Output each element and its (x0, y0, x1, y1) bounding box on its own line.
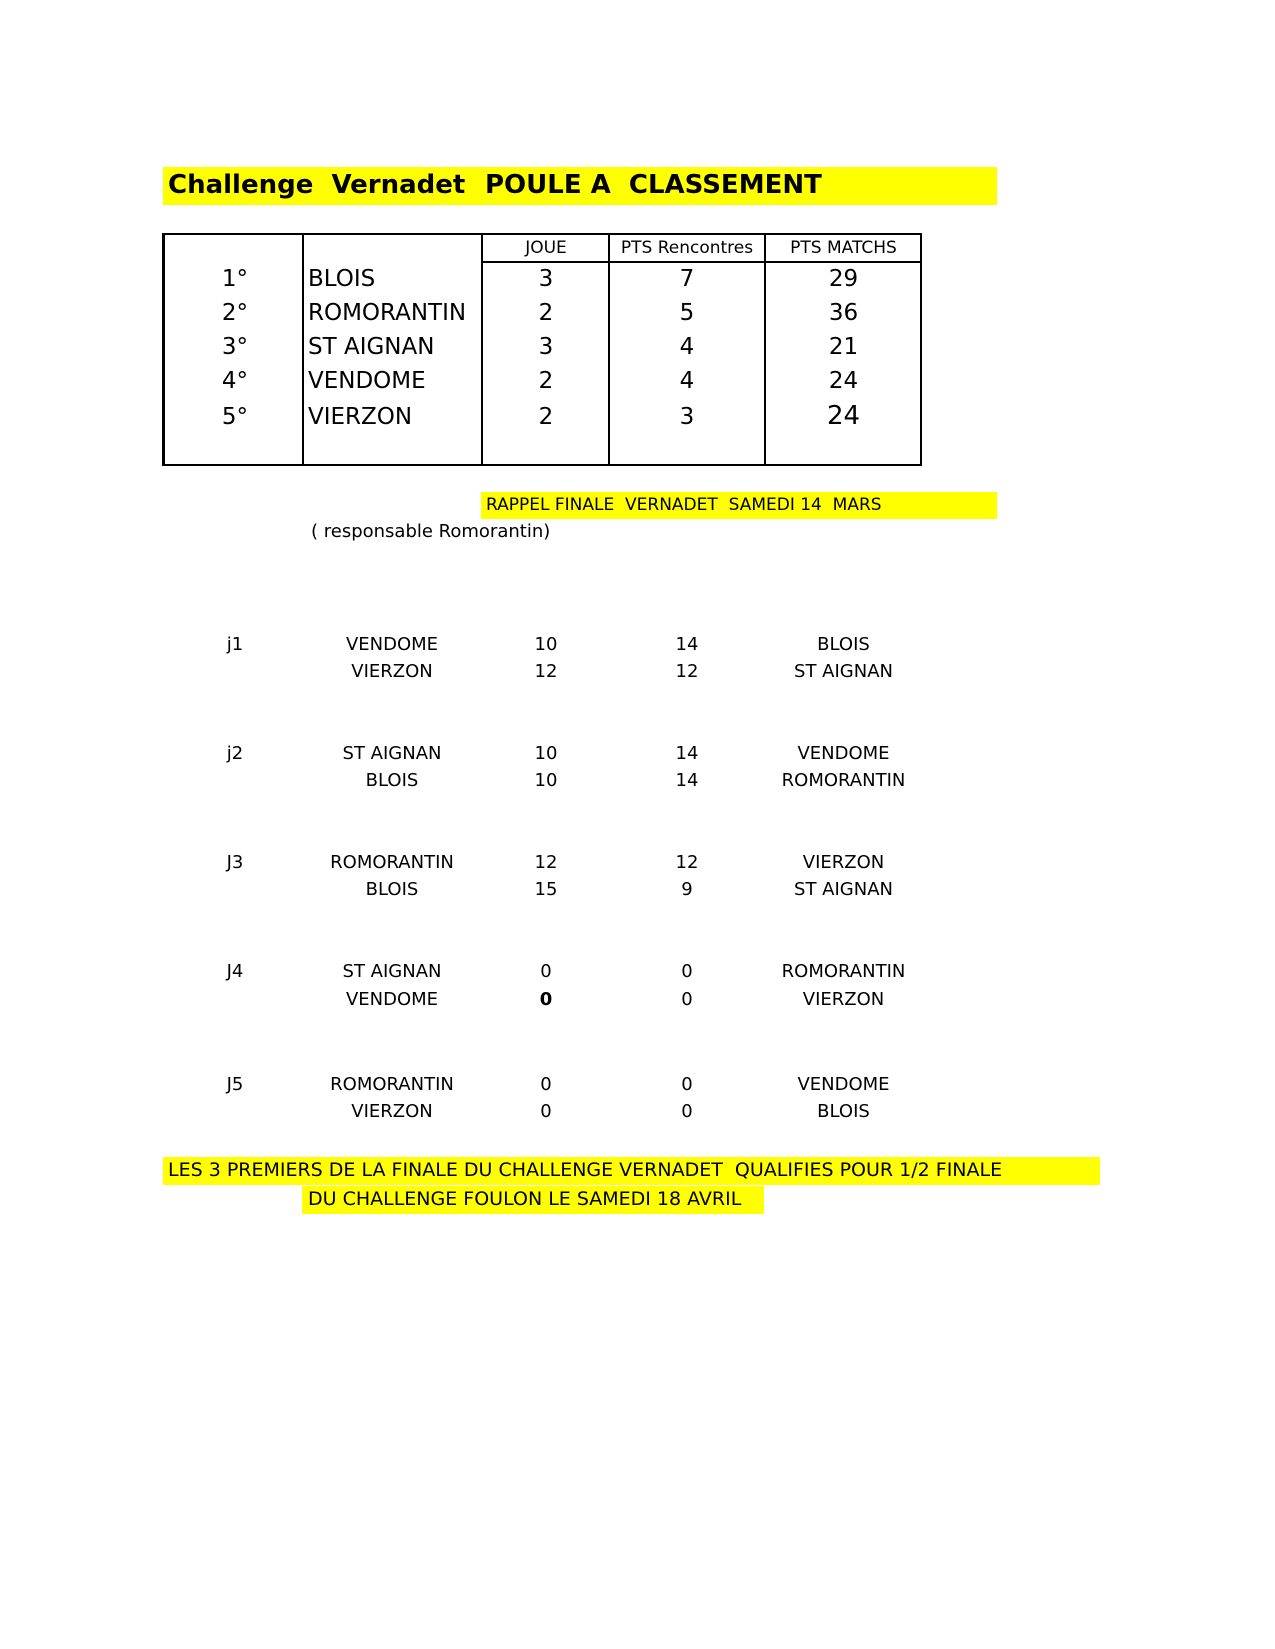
matchday-label: J5 (226, 1074, 244, 1095)
match-home-score: 0 (539, 989, 553, 1010)
page-subtitle: POULE A CLASSEMENT (485, 170, 822, 200)
match-away-score: 12 (675, 852, 699, 873)
standing-team: ST AIGNAN (308, 334, 435, 360)
standing-team: VENDOME (308, 368, 426, 394)
match-home-team: BLOIS (365, 879, 419, 900)
match-home-score: 0 (540, 1101, 552, 1122)
standing-played: 2 (538, 368, 554, 394)
match-away-score: 0 (681, 1074, 693, 1095)
standing-rank: 2° (221, 300, 249, 326)
match-home-team: VENDOME (345, 634, 439, 655)
standing-rank: 3° (221, 334, 249, 360)
match-home-score: 15 (534, 879, 558, 900)
standing-pts-rencontres: 5 (679, 300, 695, 326)
match-home-score: 10 (534, 770, 558, 791)
column-header-pts-matchs: PTS MATCHS (790, 238, 897, 258)
match-away-score: 12 (675, 661, 699, 682)
standing-pts-matchs: 36 (828, 300, 859, 326)
standing-pts-matchs: 21 (828, 334, 859, 360)
match-home-team: ST AIGNAN (342, 961, 442, 982)
match-home-score: 10 (534, 743, 558, 764)
standing-played: 2 (538, 404, 554, 430)
match-away-score: 14 (675, 634, 699, 655)
standing-rank: 1° (221, 266, 249, 292)
standing-rank: 5° (221, 404, 249, 430)
match-away-score: 14 (675, 743, 699, 764)
standing-pts-matchs: 24 (828, 368, 859, 394)
matchday-label: j2 (226, 743, 244, 764)
match-home-team: BLOIS (365, 770, 419, 791)
matchday-label: j1 (226, 634, 244, 655)
match-home-team: VIERZON (351, 1101, 433, 1122)
match-away-team: VENDOME (797, 1074, 890, 1095)
match-away-score: 0 (681, 989, 693, 1010)
match-away-team: ROMORANTIN (781, 961, 906, 982)
standing-pts-rencontres: 4 (679, 334, 695, 360)
match-away-team: BLOIS (817, 634, 870, 655)
match-away-team: ST AIGNAN (794, 879, 893, 900)
match-away-team: VENDOME (797, 743, 890, 764)
match-home-score: 12 (534, 852, 558, 873)
match-away-team: BLOIS (817, 1101, 870, 1122)
standing-played: 3 (538, 266, 554, 292)
page-title: Challenge Vernadet (168, 170, 466, 200)
match-home-team: ST AIGNAN (342, 743, 442, 764)
match-away-score: 9 (681, 879, 693, 900)
match-home-team: ROMORANTIN (330, 852, 454, 873)
standing-pts-matchs: 29 (828, 266, 859, 292)
match-away-team: VIERZON (802, 989, 885, 1010)
match-home-score: 0 (540, 1074, 552, 1095)
match-away-score: 0 (681, 1101, 693, 1122)
standing-pts-matchs: 24 (826, 401, 861, 431)
standing-pts-rencontres: 3 (679, 404, 695, 430)
column-header-joue: JOUE (525, 238, 567, 258)
standing-played: 2 (538, 300, 554, 326)
match-away-team: ROMORANTIN (781, 770, 906, 791)
match-home-team: VIERZON (351, 661, 433, 682)
matchday-label: J3 (226, 852, 244, 873)
footer-note-line1: LES 3 PREMIERS DE LA FINALE DU CHALLENGE VERNADET QUALIFIES POUR 1/2 FINALE (168, 1159, 1003, 1181)
match-away-team: ST AIGNAN (794, 661, 893, 682)
rappel-finale: RAPPEL FINALE VERNADET SAMEDI 14 MARS (486, 495, 882, 515)
standing-pts-rencontres: 4 (679, 368, 695, 394)
match-home-team: ROMORANTIN (330, 1074, 454, 1095)
standing-pts-rencontres: 7 (679, 266, 695, 292)
match-home-score: 0 (540, 961, 552, 982)
match-away-team: VIERZON (802, 852, 885, 873)
match-away-score: 0 (681, 961, 693, 982)
standing-played: 3 (538, 334, 554, 360)
standing-team: VIERZON (308, 404, 413, 430)
standing-rank: 4° (221, 368, 249, 394)
match-away-score: 14 (675, 770, 699, 791)
match-home-team: VENDOME (345, 989, 439, 1010)
responsable-note: ( responsable Romorantin) (311, 521, 551, 542)
matchday-label: J4 (226, 961, 244, 982)
standing-team: BLOIS (308, 266, 376, 292)
match-home-score: 12 (534, 661, 558, 682)
standing-team: ROMORANTIN (308, 300, 467, 326)
column-header-pts-rencontres: PTS Rencontres (620, 238, 754, 258)
footer-note-line2: DU CHALLENGE FOULON LE SAMEDI 18 AVRIL (308, 1188, 742, 1210)
match-home-score: 10 (534, 634, 558, 655)
